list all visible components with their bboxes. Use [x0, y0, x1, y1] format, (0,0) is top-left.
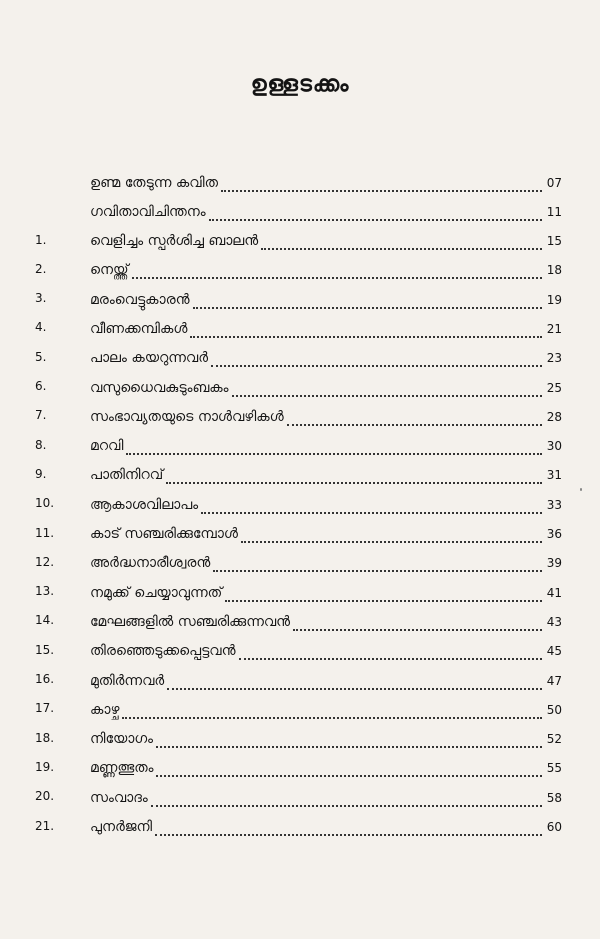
dot-leader	[156, 765, 542, 777]
toc-entry	[90, 549, 562, 578]
toc-page-number: 50	[546, 702, 562, 717]
toc-number: 9.	[35, 466, 47, 481]
toc-title: പുനർജനി	[90, 819, 153, 836]
toc-title: പാതിനിറവ്	[90, 467, 164, 484]
dot-leader	[209, 209, 542, 221]
toc-title: മണ്ണത്ഭുതം	[90, 760, 154, 777]
toc-row	[0, 607, 600, 636]
toc-page-number: 21	[546, 321, 562, 336]
toc-row	[0, 695, 600, 724]
dot-leader	[293, 619, 542, 631]
toc-title: ഉണ്മ തേടുന്ന കവിത	[90, 174, 218, 191]
toc-entry	[90, 490, 562, 519]
toc-title: ആകാശവിലാപം	[90, 496, 199, 513]
toc-number: 19.	[35, 759, 55, 774]
toc-row	[0, 783, 600, 812]
toc-row	[0, 490, 600, 519]
paper-speck	[580, 488, 582, 491]
toc-number: 3.	[35, 291, 47, 306]
toc-page-number: 45	[546, 644, 562, 659]
toc-title: നെയ്ത്ത്	[90, 262, 129, 279]
toc-page-number: 60	[546, 820, 562, 835]
dot-leader	[287, 414, 542, 426]
toc-entry	[90, 607, 562, 636]
toc-number: 2.	[35, 261, 47, 276]
toc-title: വീണക്കമ്പികൾ	[90, 320, 188, 337]
toc-number: 12.	[35, 554, 55, 569]
toc-number: 13.	[35, 584, 55, 599]
dot-leader	[166, 472, 542, 484]
toc-page-number: 55	[546, 761, 562, 776]
toc-title: മരംവെട്ടുകാരൻ	[90, 291, 190, 308]
toc-page-number: 23	[546, 351, 562, 366]
toc-entry	[90, 373, 562, 402]
toc-row	[0, 549, 600, 578]
toc-row	[0, 432, 600, 461]
dot-leader	[211, 355, 542, 367]
dot-leader	[190, 326, 542, 338]
toc-entry	[90, 402, 562, 431]
dot-leader	[239, 648, 543, 660]
toc-page-number: 31	[546, 468, 562, 483]
toc-number: 21.	[35, 818, 55, 833]
toc-entry	[90, 695, 562, 724]
toc-page-number: 11	[546, 204, 562, 219]
dot-leader	[201, 502, 542, 514]
toc-number: 8.	[35, 437, 47, 452]
dot-leader	[261, 238, 542, 250]
page-title: ഉള്ളടക്കം	[250, 72, 350, 97]
toc-page-number: 58	[546, 790, 562, 805]
toc-number: 6.	[35, 379, 47, 394]
dot-leader	[155, 824, 542, 836]
toc-page-number: 15	[546, 234, 562, 249]
toc-title: മുതിർന്നവർ	[90, 672, 165, 689]
toc-row	[0, 578, 600, 607]
toc-entry	[90, 461, 562, 490]
toc-page-number: 19	[546, 292, 562, 307]
toc-entry	[90, 432, 562, 461]
toc-entry	[90, 520, 562, 549]
dot-leader	[126, 443, 542, 455]
toc-entry	[90, 256, 562, 285]
toc-page-number: 18	[546, 263, 562, 278]
toc-entry	[90, 637, 562, 666]
toc-page-number: 33	[546, 497, 562, 512]
toc-row	[0, 373, 600, 402]
toc-number: 14.	[35, 613, 55, 628]
toc-number: 4.	[35, 320, 47, 335]
toc-title: തിരഞ്ഞെടുക്കപ്പെട്ടവൻ	[90, 643, 236, 660]
toc-row	[0, 344, 600, 373]
toc-row	[0, 402, 600, 431]
dot-leader	[213, 560, 542, 572]
dot-leader	[132, 267, 542, 279]
toc-number: 16.	[35, 672, 55, 687]
toc-number: 20.	[35, 789, 55, 804]
toc-number: 1.	[35, 232, 47, 247]
toc-row	[0, 725, 600, 754]
toc-number: 17.	[35, 701, 55, 716]
toc-title: സംവാദം	[90, 789, 148, 806]
toc-title: കാഴ്ച	[90, 701, 120, 718]
dot-leader	[122, 707, 542, 719]
toc-title: മറവി	[90, 438, 124, 455]
toc-row	[0, 461, 600, 490]
toc-row	[0, 168, 600, 197]
toc-entry	[90, 754, 562, 783]
toc-title: നമുക്ക് ചെയ്യാവുന്നത്	[90, 584, 223, 601]
dot-leader	[151, 795, 542, 807]
toc-title: പാലം കയറുന്നവർ	[90, 350, 209, 367]
toc-entry	[90, 285, 562, 314]
toc-entry	[90, 666, 562, 695]
toc-number: 7.	[35, 408, 47, 423]
toc-row	[0, 637, 600, 666]
toc-number: 18.	[35, 730, 55, 745]
toc-page-number: 39	[546, 556, 562, 571]
toc-row	[0, 754, 600, 783]
toc-row	[0, 314, 600, 343]
dot-leader	[221, 180, 542, 192]
toc-page-number: 43	[546, 614, 562, 629]
toc-page-number: 52	[546, 732, 562, 747]
toc-row	[0, 227, 600, 256]
dot-leader	[156, 736, 542, 748]
toc-page-number: 30	[546, 439, 562, 454]
toc-title: നിയോഗം	[90, 731, 153, 748]
toc-title: കാട് സഞ്ചരിക്കുമ്പോൾ	[90, 526, 238, 543]
toc-title: ഗവിതാവിചിന്തനം	[90, 203, 206, 220]
dot-leader	[193, 297, 542, 309]
toc-entry	[90, 725, 562, 754]
toc-number: 5.	[35, 349, 47, 364]
toc-title: വസുധൈവകുടുംബകം	[90, 379, 229, 396]
toc-number: 15.	[35, 642, 55, 657]
toc-entry	[90, 344, 562, 373]
toc-title: മേഘങ്ങളിൽ സഞ്ചരിക്കുന്നവൻ	[90, 613, 291, 630]
toc-page-number: 47	[546, 673, 562, 688]
toc-row	[0, 197, 600, 226]
toc-entry	[90, 168, 562, 197]
toc-row	[0, 256, 600, 285]
toc-entry	[90, 197, 562, 226]
toc-number: 11.	[35, 525, 55, 540]
toc-page-number: 41	[546, 585, 562, 600]
toc-entry	[90, 314, 562, 343]
toc-entry	[90, 578, 562, 607]
toc-row	[0, 520, 600, 549]
toc-number: 10.	[35, 496, 55, 511]
toc-row	[0, 666, 600, 695]
dot-leader	[241, 531, 542, 543]
toc-page-number: 07	[546, 175, 562, 190]
toc-title: അർദ്ധനാരീശ്വരൻ	[90, 555, 211, 572]
toc-title: സംഭാവ്യതയുടെ നാൾവഴികൾ	[90, 408, 284, 425]
toc-entry	[90, 813, 562, 842]
table-of-contents	[0, 168, 600, 842]
toc-entry	[90, 227, 562, 256]
toc-row	[0, 813, 600, 842]
dot-leader	[225, 590, 542, 602]
toc-page-number: 25	[546, 380, 562, 395]
dot-leader	[232, 385, 542, 397]
toc-page-number: 36	[546, 527, 562, 542]
toc-row	[0, 285, 600, 314]
toc-entry	[90, 783, 562, 812]
dot-leader	[167, 678, 542, 690]
toc-title: വെളിച്ചം സ്പർശിച്ച ബാലൻ	[90, 233, 259, 250]
toc-page-number: 28	[546, 409, 562, 424]
